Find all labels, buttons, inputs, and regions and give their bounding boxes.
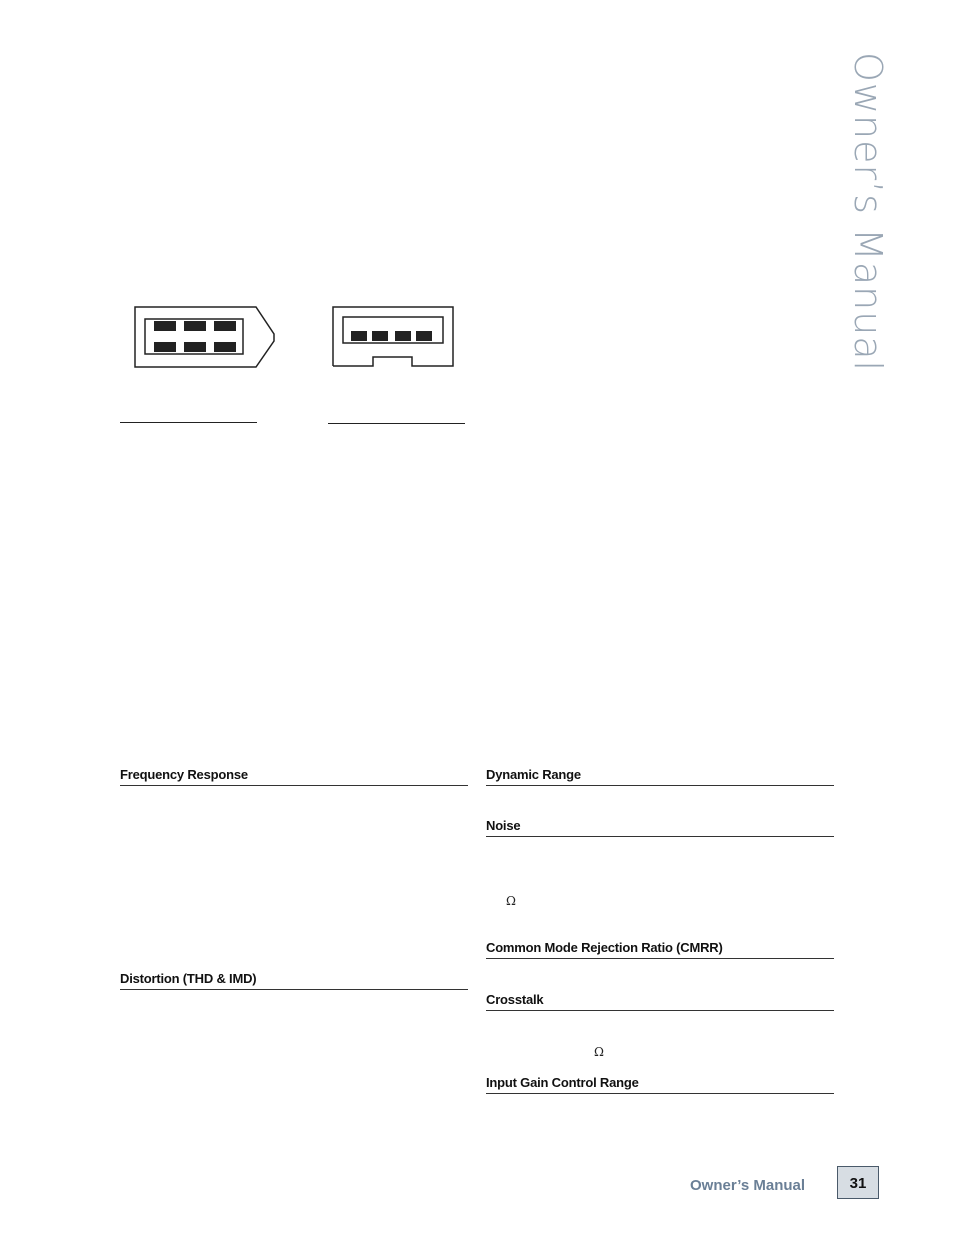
page-number: 31 xyxy=(849,1174,867,1192)
spec-heading-frequency-response: Frequency Response xyxy=(120,767,468,786)
spec-heading-input-gain-range: Input Gain Control Range xyxy=(486,1075,834,1094)
spec-heading-crosstalk: Crosstalk xyxy=(486,992,834,1011)
side-title: Owner’s Manual xyxy=(846,52,890,373)
firewire-6pin-connector-icon xyxy=(134,305,278,371)
spec-heading-noise: Noise xyxy=(486,818,834,837)
spec-heading-dynamic-range: Dynamic Range xyxy=(486,767,834,786)
page-number-badge xyxy=(837,1166,879,1199)
connector-caption-rule-left xyxy=(120,422,257,423)
ohm-symbol: Ω xyxy=(594,1045,604,1059)
spec-heading-distortion: Distortion (THD & IMD) xyxy=(120,971,468,990)
ohm-symbol: Ω xyxy=(506,894,516,908)
connector-caption-rule-right xyxy=(328,423,465,424)
spec-heading-cmrr: Common Mode Rejection Ratio (CMRR) xyxy=(486,940,834,959)
footer-title: Owner’s Manual xyxy=(690,1177,806,1194)
firewire-4pin-connector-icon xyxy=(332,306,456,370)
